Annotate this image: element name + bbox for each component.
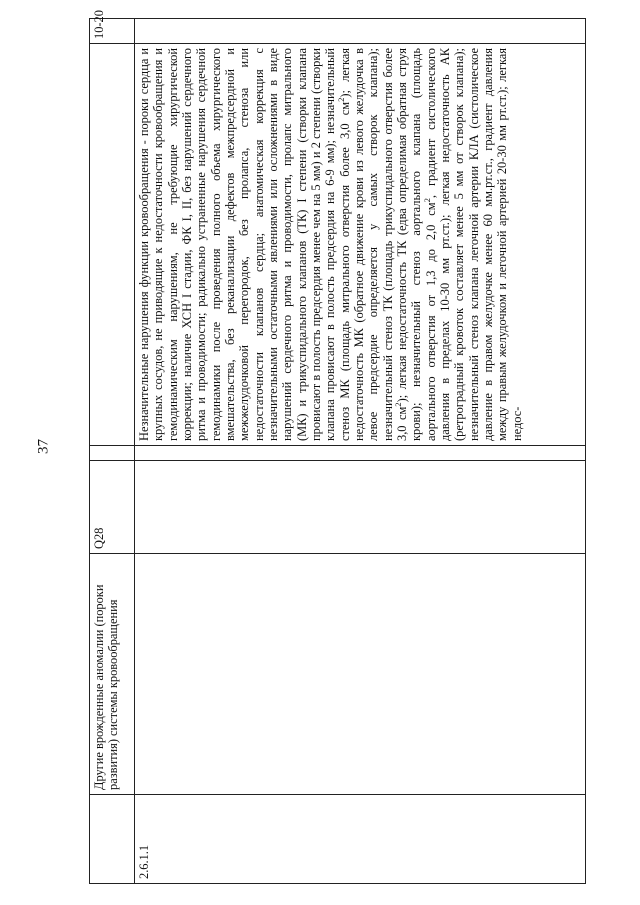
percent-cell: 10-20 [90,19,135,44]
superscript-3: 2 [421,198,432,203]
icd-body-cell [135,461,586,554]
description-text-4: , градиент систолического давления в пределах 10-30 мм рт.ст.); легкая недостаточность АК (ретроградный кровоток составляет менее 5 мм от створок клапана); незначительный стеноз клапана легочной артерии КЛА (систолическое давление в правом желудочке менее 60 мм.рт.ст., градиент давления между правым желудочком и легочной артерией 20-30 мм рт.ст.); легкая недос- [423,48,524,441]
blank-header-cell [90,446,135,461]
percent-body-cell [135,19,586,44]
name-body-cell [135,554,586,795]
rotated-table-container [89,10,585,884]
icd-code-cell: Q28 [90,461,135,554]
disability-criteria-table [89,10,586,884]
description-text-2: ); легкая недостаточность МК (обратное движение крови из левого желудочка в левое предсердие определяется у самых створок клапана); незначительный стеноз ТК (площадь трикуспидального отверстия более 3,0 см [337,48,409,441]
description-header-cell [90,44,135,446]
superscript-1: 2 [335,97,346,102]
page-number: 37 [35,439,52,454]
description-cell [135,44,586,446]
item-code-cell: 2.6.1.1 [135,795,586,884]
blank-body-cell [135,446,586,461]
description-text-1: Незначительные нарушения функции кровообращения - пороки сердца и крупных сосудов, не приводящие к недостаточности кровообращения и гемодинамическим нарушениям, не требующие хирургической коррекции; наличие ХСН I стадии, ФК I, II, без нарушений сердечного ритма и проводимости; радикально устраненные нарушения сердечной гемодинамики после проведения полного объема хирургического вмешательства, без реканализации дефектов межпредсердной и межжелудочковой перегородок, без пролапса, стеноза или недостаточности клапанов сердца; анатомическая коррекция с незначительными остаточными явлениями или осложнениями в виде нарушений сердечного ритма и проводимости, пролапс митрального (МК) и трикуспидального клапанов (ТК) I степени (створки клапана провисают в полость предсердия менее чем на 5 мм) и 2 степени (створки клапана провисают в полость предсердия на 6-9 мм); незначительный стеноз МК (площадь митрального отверстия более 3,0 см [137,48,352,441]
document-frame [89,10,585,884]
condition-name-cell: Другие врожденные аномалии (пороки развития) системы кровообращения [90,554,135,795]
superscript-2: 2 [392,402,403,407]
table-header-row [90,19,135,884]
table-body-row [135,19,586,884]
code-header-cell [90,795,135,884]
description-text-3: ); легкая недостаточность ТК (едва определимая обратная струя крови); незначительный стеноз аортального клапана (площадь аортального отверстия от 1,3 до 2,0 см [394,48,438,441]
